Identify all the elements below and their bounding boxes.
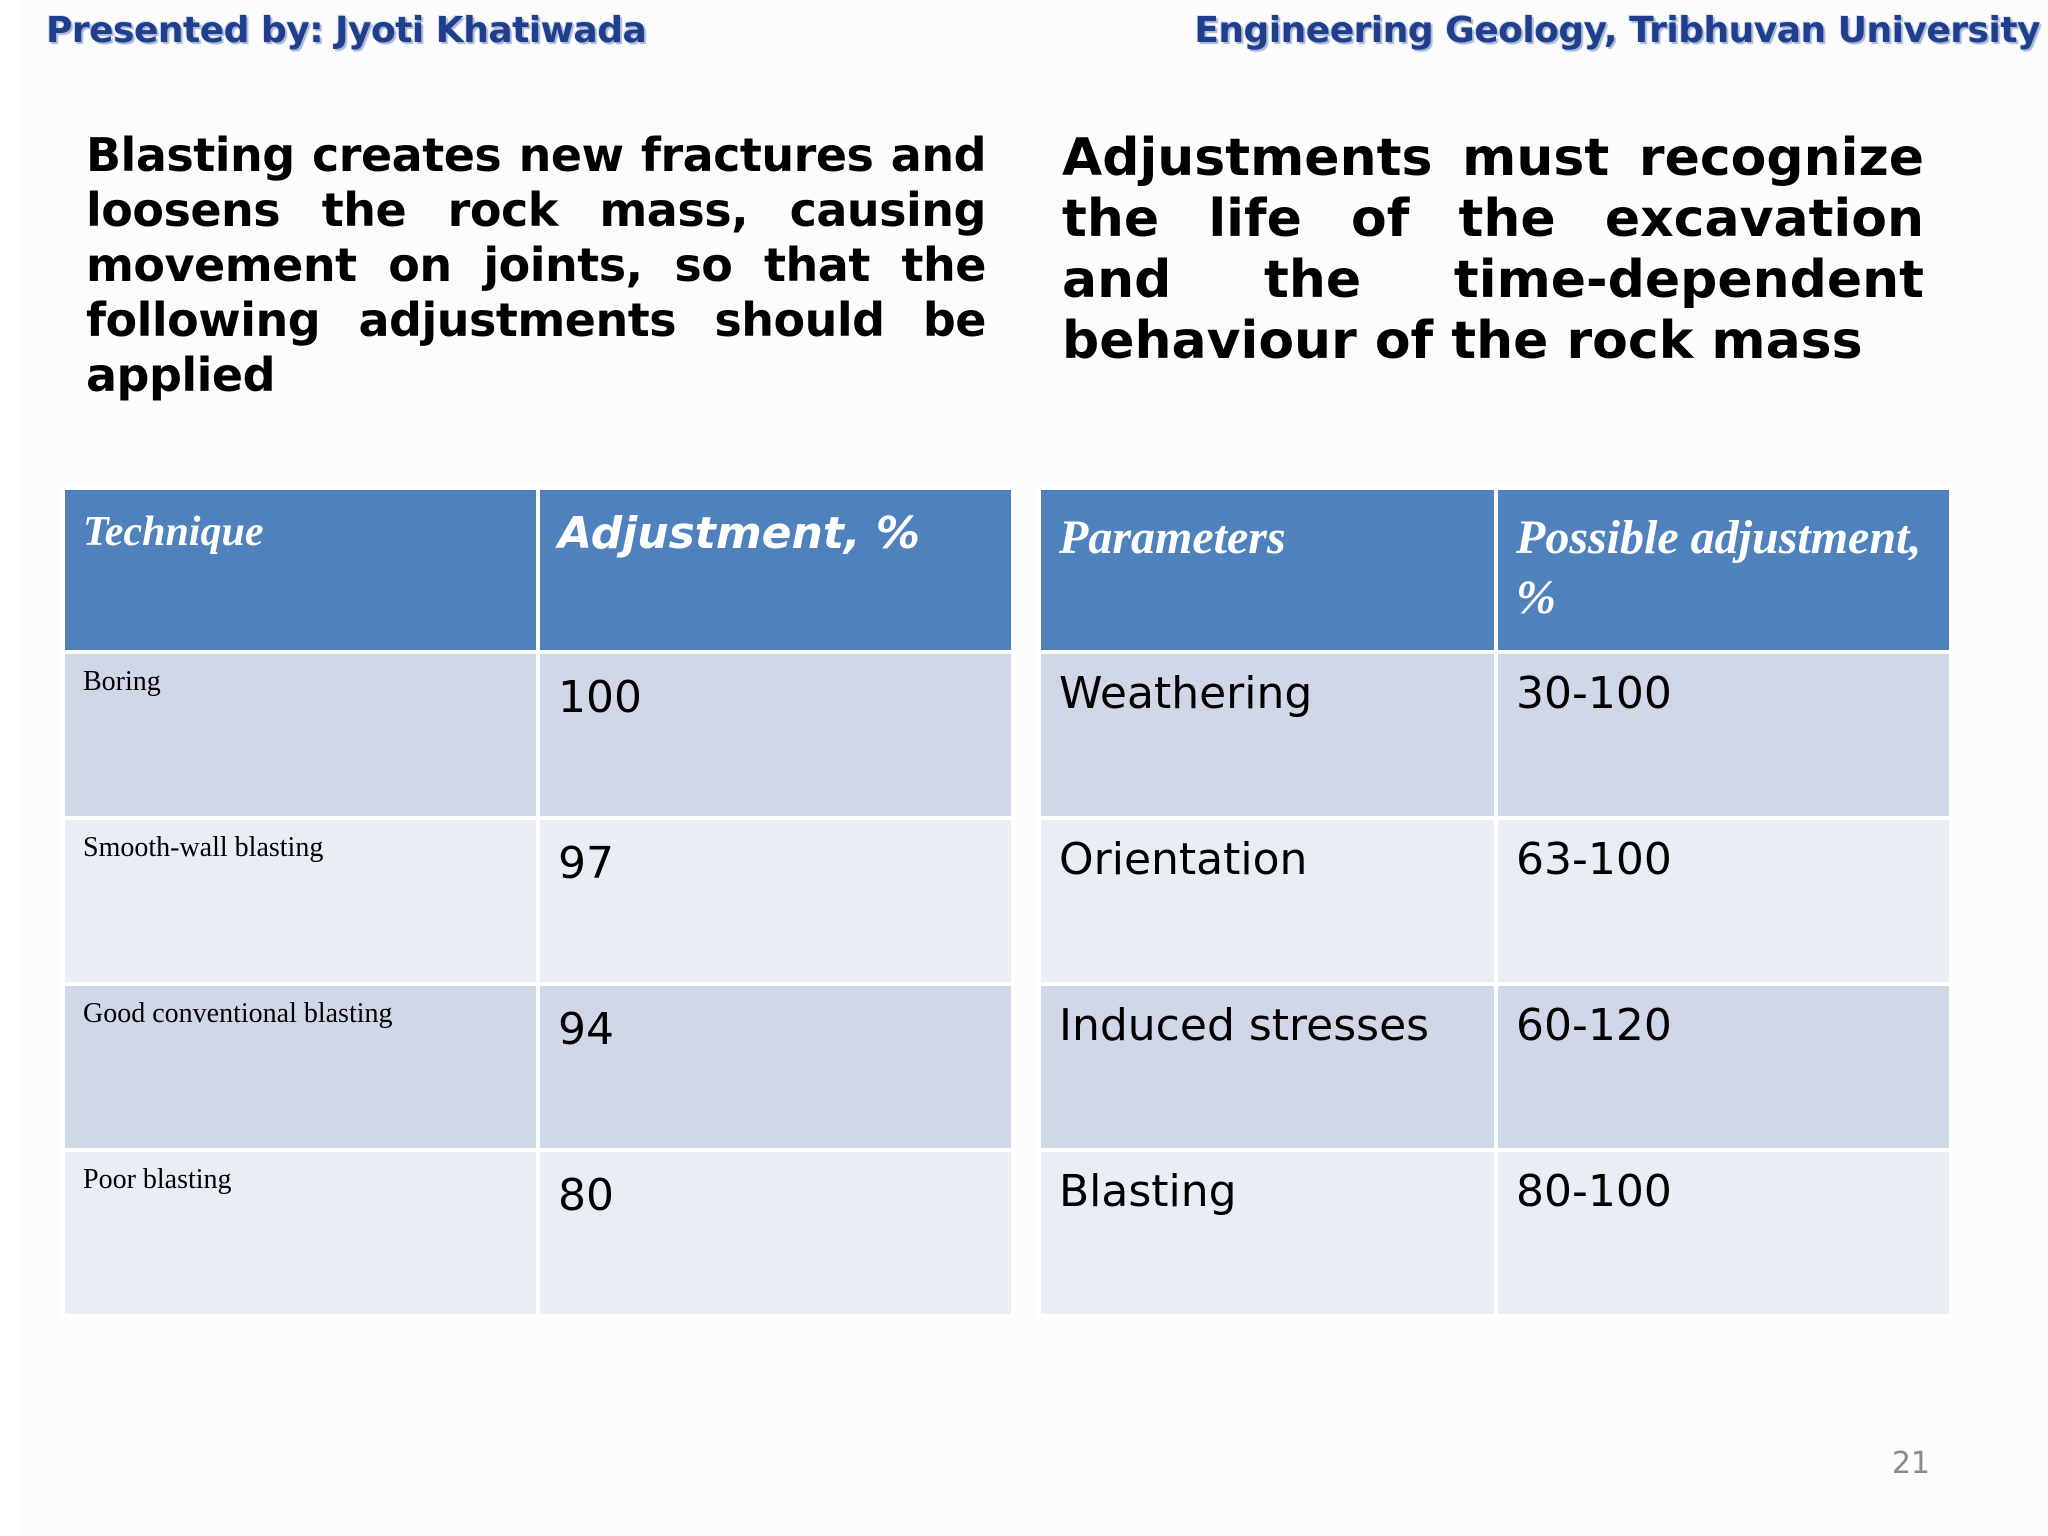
table-row	[1041, 1152, 1949, 1314]
column-header-adjustment: Adjustment, %	[540, 490, 1011, 650]
technique-cell: Boring	[65, 654, 536, 816]
parameter-cell: Weathering	[1041, 654, 1494, 816]
page-number: 21	[1891, 1446, 1930, 1481]
adjustment-cell: 97	[540, 820, 1011, 982]
table-header-row	[65, 490, 1011, 650]
technique-adjustment-table	[61, 486, 1015, 1318]
presenter-header: Presented by: Jyoti Khatiwada	[46, 10, 647, 51]
table-row	[65, 654, 1011, 816]
table-row	[1041, 654, 1949, 816]
parameter-cell: Induced stresses	[1041, 986, 1494, 1148]
table-row	[65, 1152, 1011, 1314]
parameter-cell: Blasting	[1041, 1152, 1494, 1314]
table-row	[65, 986, 1011, 1148]
column-header-technique: Technique	[65, 490, 536, 650]
possible-adjustment-cell: 80-100	[1498, 1152, 1949, 1314]
adjustment-cell: 94	[540, 986, 1011, 1148]
affiliation-header: Engineering Geology, Tribhuvan University	[1194, 10, 2040, 51]
adjustment-cell: 100	[540, 654, 1011, 816]
technique-cell: Good conventional blasting	[65, 986, 536, 1148]
table-row	[1041, 986, 1949, 1148]
adjustment-cell: 80	[540, 1152, 1011, 1314]
possible-adjustment-cell: 60-120	[1498, 986, 1949, 1148]
column-header-possible-adjustment: Possible adjustment, %	[1498, 490, 1949, 650]
technique-cell: Poor blasting	[65, 1152, 536, 1314]
table-header-row	[1041, 490, 1949, 650]
possible-adjustment-cell: 30-100	[1498, 654, 1949, 816]
blasting-paragraph: Blasting creates new fractures and loosens the rock mass, causing movement on joints, so that the following adjustments should be applied	[86, 128, 986, 402]
column-header-parameters: Parameters	[1041, 490, 1494, 650]
parameter-cell: Orientation	[1041, 820, 1494, 982]
possible-adjustment-cell: 63-100	[1498, 820, 1949, 982]
technique-cell: Smooth-wall blasting	[65, 820, 536, 982]
adjustments-paragraph: Adjustments must recognize the life of the excavation and the time-dependent behaviour of the rock mass	[1062, 128, 1924, 371]
table-row	[1041, 820, 1949, 982]
parameter-adjustment-table	[1037, 486, 1953, 1318]
table-row	[65, 820, 1011, 982]
